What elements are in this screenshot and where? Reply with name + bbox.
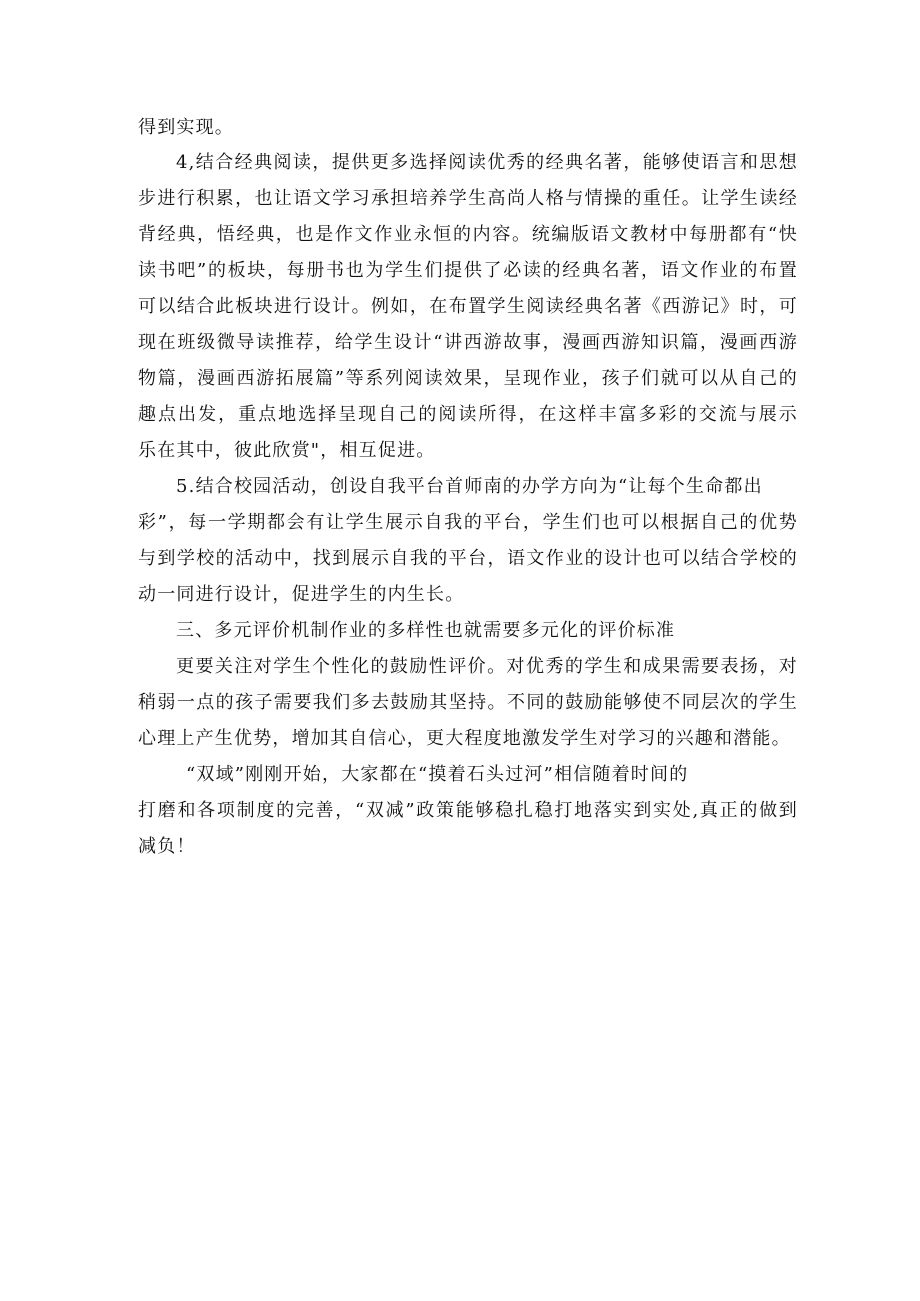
text-line-11: 5.结合校园活动，创设自我平台首师南的办学方向为“让每个生命都出 [176,476,763,497]
section-heading: 三、多元评价机制作业的多样性也就需要多元化的评价标准 [176,620,676,641]
text-line-21: 减负！ [138,836,196,857]
text-line-3: 步进行积累，也让语文学习承担培养学生高尚人格与情操的重任。让学生读经 [138,188,798,209]
text-line-6: 可以结合此板块进行设计。例如，在布置学生阅读经典名著《西游记》时，可 [138,296,798,317]
text-line-13: 与到学校的活动中，找到展示自我的平台，语文作业的设计也可以结合学校的 [138,548,798,569]
text-line-18: 心理上产生优势，增加其自信心，更大程度地激发学生对学习的兴趣和潜能。 [138,728,791,749]
text-line-19: “双域”刚刚开始，大家都在“摸着石头过河”相信随着时间的 [186,764,689,785]
text-line-9: 趣点出发，重点地选择呈现自己的阅读所得，在这样丰富多彩的交流与展示 [138,404,798,425]
text-line-2: 4,结合经典阅读，提供更多选择阅读优秀的经典名著，能够使语言和思想 [176,152,798,173]
text-line-20: 打磨和各项制度的完善，“双减”政策能够稳扎稳打地落实到实处,真正的做到 [138,800,798,821]
text-line-10: 乐在其中，彼此欣赏"，相互促进。 [138,440,436,461]
text-line-8: 物篇，漫画西游拓展篇”等系列阅读效果，呈现作业，孩子们就可以从自己的 [138,368,798,389]
text-line-1: 得到实现。 [138,117,234,138]
text-line-7: 现在班级微导读推荐，给学生设计“讲西游故事，漫画西游知识篇，漫画西游 [138,332,798,353]
text-line-4: 背经典，悟经典，也是作文作业永恒的内容。统编版语文教材中每册都有“快 [138,224,798,245]
text-line-17: 稍弱一点的孩子需要我们多去鼓励其坚持。不同的鼓励能够使不同层次的学生 [138,692,798,713]
text-line-12: 彩”，每一学期都会有让学生展示自我的平台，学生们也可以根据自己的优势 [138,512,798,533]
text-line-14: 动一同进行设计，促进学生的内生长。 [138,584,465,605]
text-line-16: 更要关注对学生个性化的鼓励性评价。对优秀的学生和成果需要表扬，对 [176,656,798,677]
text-line-5: 读书吧”的板块，每册书也为学生们提供了必读的经典名著，语文作业的布置 [138,260,798,281]
